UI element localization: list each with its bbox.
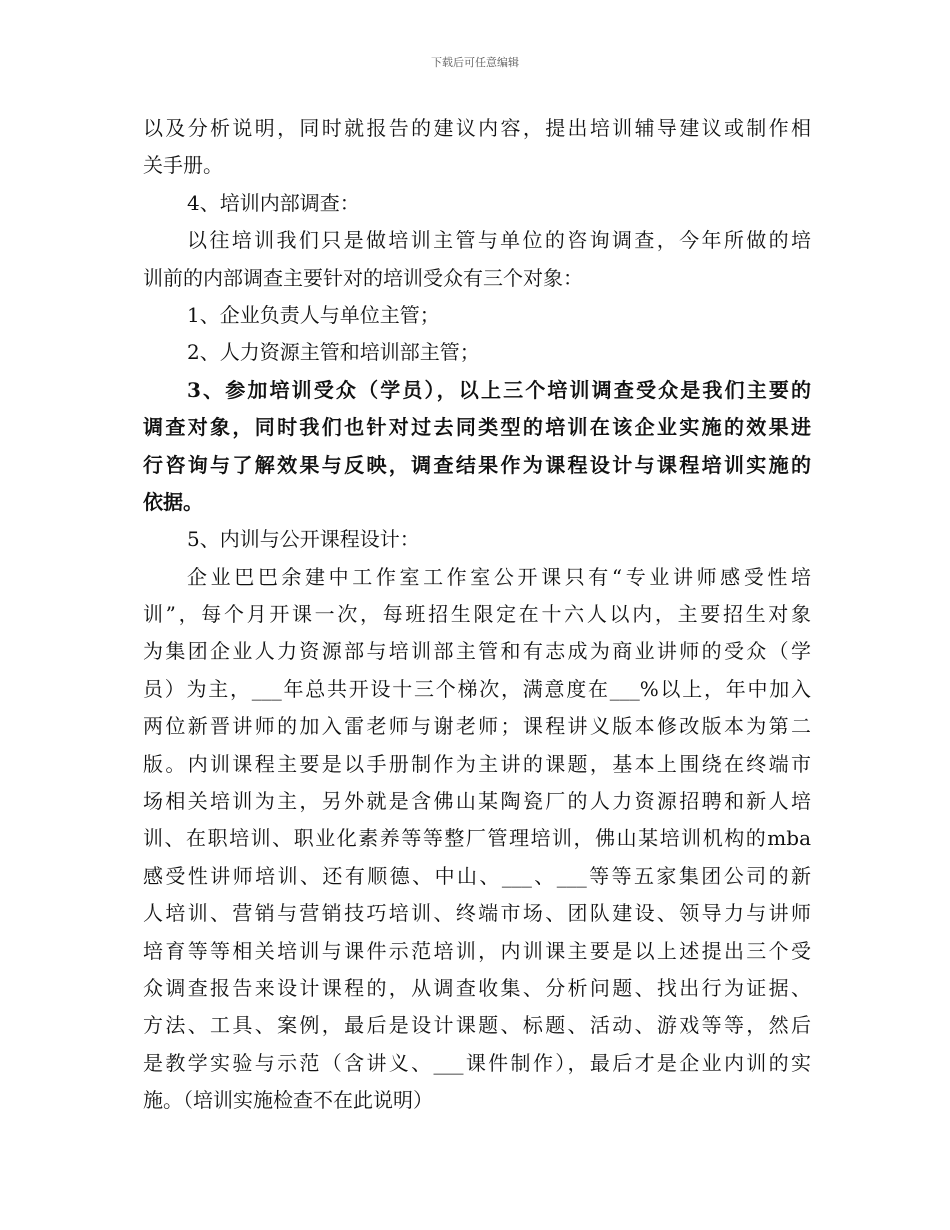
text-line: 众调查报告来设计课程的，从调查收集、分析问题、找出行为证据、 xyxy=(143,975,811,1000)
text-line: 以往培训我们只是做培训主管与单位的咨询调查，今年所做的培 xyxy=(187,228,811,253)
text-line: 施。（培训实施检查不在此说明） xyxy=(143,1088,433,1113)
text-line: 感受性讲师培训、还有顺德、中山、___、___等等五家集团公司的新 xyxy=(143,863,811,888)
text-line: 版。内训课程主要是以手册制作为主讲的课题，基本上围绕在终端市 xyxy=(143,751,811,776)
text-line: 是教学实验与示范（含讲义、___课件制作），最后才是企业内训的实 xyxy=(143,1050,811,1075)
text-line: 员）为主，___年总共开设十三个梯次，满意度在___%以上，年中加入 xyxy=(143,676,811,701)
text-line: 企业巴巴余建中工作室工作室公开课只有“专业讲师感受性培 xyxy=(187,564,811,589)
text-line: 训前的内部调查主要针对的培训受众有三个对象： xyxy=(143,265,583,290)
text-line: 2、人力资源主管和培训部主管； xyxy=(187,340,480,365)
text-line: 方法、工具、案例，最后是设计课题、标题、活动、游戏等等，然后 xyxy=(143,1013,811,1038)
text-line: 场相关培训为主，另外就是含佛山某陶瓷厂的人力资源招聘和新人培 xyxy=(143,789,811,814)
text-line: 行咨询与了解效果与反映，调查结果作为课程设计与课程培训实施的 xyxy=(143,452,811,477)
text-line: 调查对象，同时我们也针对过去同类型的培训在该企业实施的效果进 xyxy=(143,415,811,440)
text-line: 两位新晋讲师的加入雷老师与谢老师；课程讲义版本修改版本为第二 xyxy=(143,714,811,739)
text-line: 训”，每个月开课一次，每班招生限定在十六人以内，主要招生对象 xyxy=(143,602,811,627)
text-line: 3、参加培训受众（学员），以上三个培训调查受众是我们主要的 xyxy=(187,377,811,402)
page-header: 下载后可任意编辑 xyxy=(431,56,519,69)
text-line: 以及分析说明，同时就报告的建议内容，提出培训辅导建议或制作相 xyxy=(143,116,811,140)
text-line: 1、企业负责人与单位主管； xyxy=(187,302,440,327)
document-body xyxy=(143,110,811,1120)
text-line: 培育等等相关培训与课件示范培训，内训课主要是以上述提出三个受 xyxy=(143,938,811,963)
text-line: 训、在职培训、职业化素养等等整厂管理培训，佛山某培训机构的mba xyxy=(143,826,811,851)
text-line: 4、培训内部调查： xyxy=(187,190,360,215)
text-line: 依据。 xyxy=(143,489,203,514)
text-line: 为集团企业人力资源部与培训部主管和有志成为商业讲师的受众（学 xyxy=(143,639,811,664)
text-line: 5、内训与公开课程设计： xyxy=(187,527,420,552)
text-line: 人培训、营销与营销技巧培训、终端市场、团队建设、领导力与讲师 xyxy=(143,901,811,926)
text-line: 关手册。 xyxy=(143,153,223,178)
